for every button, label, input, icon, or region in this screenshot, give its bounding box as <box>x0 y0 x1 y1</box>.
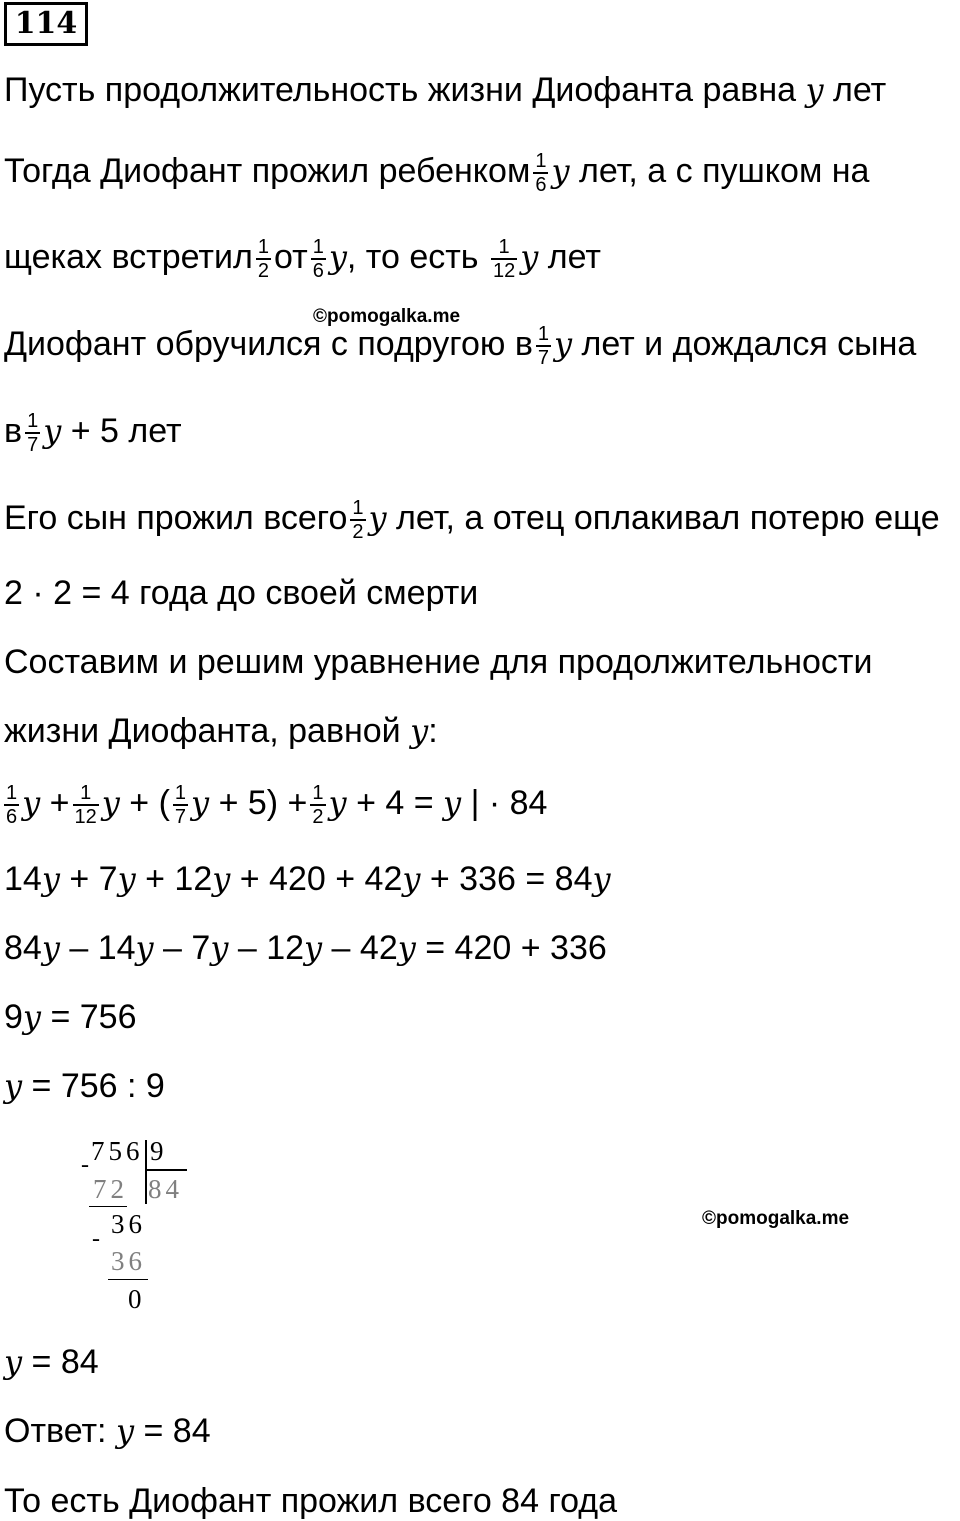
variable-y: y <box>443 783 462 822</box>
text: + 5) + <box>218 783 308 822</box>
minus-sign: - <box>81 1152 93 1178</box>
variable-y: y <box>101 783 120 822</box>
equation-line-3: 84y – 14y – 7y – 12y – 42y = 420 + 336 <box>4 929 607 967</box>
division-quotient-line <box>145 1169 187 1171</box>
variable-y: y <box>368 498 387 537</box>
subtraction-line-1 <box>89 1206 127 1207</box>
text: лет, а отец оплакивал потерю еще <box>396 498 940 537</box>
fraction-one-twelfth: $\frac{1}{12}$ <box>492 236 516 282</box>
fraction-one-half: $\frac{1}{2}$ <box>257 236 269 282</box>
text: в <box>4 411 23 450</box>
text: | · 84 <box>470 783 548 822</box>
text: лет, а с пушком на <box>578 151 870 190</box>
variable-y: y <box>43 411 62 450</box>
text: Пусть продолжительность жизни Диофанта равна <box>4 71 797 109</box>
fraction-one-half: $\frac{1}{2}$ <box>312 782 324 828</box>
text: + ( <box>129 783 170 822</box>
text-line-3 <box>4 236 601 282</box>
text-line-5 <box>4 410 182 456</box>
fraction-one-seventh: $\frac{1}{7}$ <box>27 410 39 456</box>
text-line-1 <box>4 70 886 110</box>
variable-y: y <box>191 783 210 822</box>
remainder-1: 36 <box>111 1209 146 1239</box>
subtrahend-2: 36 <box>111 1246 146 1276</box>
variable-y: y <box>22 783 41 822</box>
text: : <box>428 712 438 750</box>
watermark: ©pomogalka.me <box>702 1208 850 1229</box>
subtraction-line-2 <box>108 1279 148 1280</box>
text: лет <box>833 71 887 109</box>
answer-line: Ответ: y = 84 <box>4 1412 211 1450</box>
problem-number: 114 <box>4 2 88 46</box>
variable-y: y <box>410 712 429 750</box>
text-line-9 <box>4 711 438 751</box>
text-line-6 <box>4 497 940 543</box>
fraction-one-sixth: $\frac{1}{6}$ <box>535 150 547 196</box>
text: жизни Диофанта, равной <box>4 712 401 750</box>
variable-y: y <box>551 151 570 190</box>
text: Его сын прожил всего <box>4 498 348 537</box>
fraction-one-seventh: $\frac{1}{7}$ <box>537 323 550 369</box>
text: + <box>49 783 70 822</box>
text: , то есть <box>346 237 479 276</box>
equation-line-4: 9y = 756 <box>4 998 137 1036</box>
text: + 5 лет <box>70 411 182 450</box>
text-line-4 <box>4 323 916 369</box>
quotient: 84 <box>148 1174 183 1204</box>
fraction-one-seventh: $\frac{1}{7}$ <box>174 782 187 828</box>
remainder-2: 0 <box>128 1284 146 1314</box>
variable-y: y <box>520 237 539 276</box>
variable-y: y <box>805 71 824 109</box>
text: щеках встретил <box>4 237 253 276</box>
text-line-7: 2 · 2 = 4 года до своей смерти <box>4 574 479 612</box>
result-line: y = 84 <box>4 1343 99 1381</box>
watermark: ©pomogalka.me <box>313 306 461 327</box>
fraction-one-half: $\frac{1}{2}$ <box>352 497 364 543</box>
fraction-one-sixth: $\frac{1}{6}$ <box>312 236 324 282</box>
text: Тогда Диофант прожил ребенком <box>4 151 531 190</box>
text: от <box>273 237 308 276</box>
fraction-one-twelfth: $\frac{1}{12}$ <box>74 782 97 828</box>
text-line-8: Составим и решим уравнение для продолжительности <box>4 643 873 681</box>
minus-sign: - <box>92 1226 104 1252</box>
equation-line-2: 14y + 7y + 12y + 420 + 42y + 336 = 84y <box>4 860 611 898</box>
subtrahend-1: 72 <box>93 1174 128 1204</box>
text: лет <box>547 237 601 276</box>
divisor: 9 <box>150 1136 168 1166</box>
variable-y: y <box>328 237 347 276</box>
variable-y: y <box>328 783 347 822</box>
variable-y: y <box>554 324 573 363</box>
division-vertical-line <box>145 1140 147 1204</box>
fraction-one-sixth: $\frac{1}{6}$ <box>6 782 18 828</box>
text: + 4 = <box>356 783 434 822</box>
equation-line-5: y = 756 : 9 <box>4 1067 165 1105</box>
final-line: То есть Диофант прожил всего 84 года <box>4 1482 618 1520</box>
text: Диофант обручился с подругою в <box>4 324 533 363</box>
text: лет и дождался сына <box>581 324 917 363</box>
dividend: 756 <box>91 1136 144 1166</box>
text-line-2 <box>4 150 869 196</box>
equation-line-1 <box>4 782 547 828</box>
